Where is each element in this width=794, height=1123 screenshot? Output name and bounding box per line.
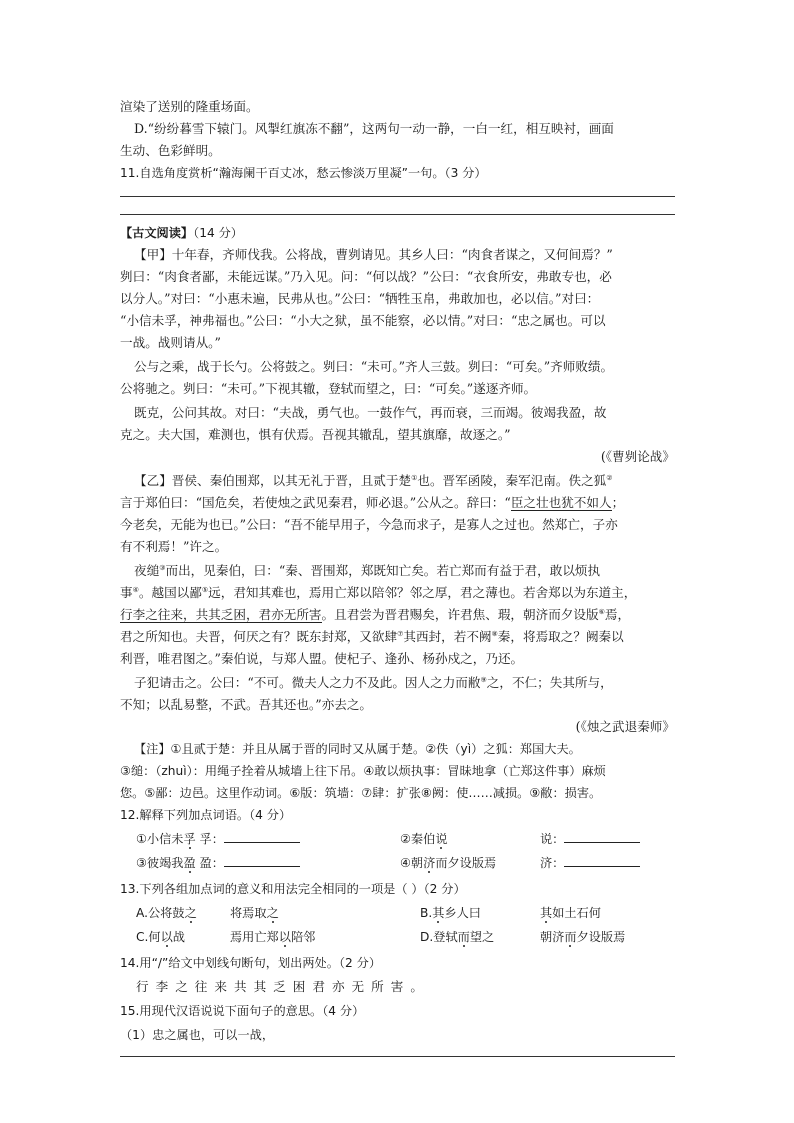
section-divider [120,214,675,215]
notes-line: ③缒：（zhuì）：用绳子拴着从城墙上往下吊。④敢以烦执事：冒昧地拿（亡郑这件事）麻烦 [120,764,606,778]
q12-row: ③彼竭我盈 盈： ④朝济而夕设版焉 济： [120,852,675,874]
q12-row: ①小信未孚 孚： ②秦伯说 说： [120,828,675,850]
yi-line: 行李之往来，共其乏困，君亦无所害。且君尝为晋君赐矣，许君焦、瑕，朝济而夕设版⑥焉， [120,607,631,622]
yi-line: 言于郑伯曰：“国危矣，若使烛之武见秦君，师必退。”公从之。辞曰：“臣之壮也犹不如人； [120,495,625,510]
jia-line: 公与之乘，战于长勺。公将鼓之。刿曰：“未可。”齐人三鼓。刿曰：“可矣。”齐师败绩。 [134,359,614,374]
yi-line: 有不利焉！”许之。 [120,539,228,554]
question-12: 12.解释下列加点词语。（4 分） [120,808,292,822]
yi-line: 不知；以乱易整，不武。吾其还也。”亦去之。 [120,697,373,712]
jia-source: (《曹刿论战》 [600,449,675,464]
question-13: 13.下列各组加点词的意义和用法完全相同的一项是（ ）（2 分） [120,882,466,896]
yi-source: (《烛之武退秦师》 [575,719,675,734]
option-d-line1: D.“纷纷暮雪下辕门。风掣红旗冻不翻”，这两句一动一静，一白一红，相互映衬，画面 [134,121,614,136]
underlined-phrase: 臣之壮也犹不如人 [510,495,612,510]
jia-line: 公将驰之。刿曰：“未可。”下视其辙，登轼而望之，曰：“可矣。”遂逐齐师。 [120,381,537,396]
answer-line-q11 [120,196,675,197]
q13-row-ab: A.公将鼓之 将焉取之 B.其乡人曰 其如土石何 [136,906,601,920]
yi-line: 事④。越国以鄙⑤远，君知其难也，焉用亡郑以陪邻？邻之厚，君之薄也。若舍郑以为东道主， [120,585,637,600]
q13-row-cd: C.何以战 焉用亡郑以陪邻 D.登轼而望之 朝济而夕设版焉 [136,930,626,944]
answer-blank[interactable] [224,854,300,867]
question-11: 11.自选角度赏析“瀚海阑干百丈冰，愁云惨淡万里凝”一句。（3 分） [120,166,487,180]
yi-line: 君之所知也。夫晋，何厌之有？既东封郑，又欲肆⑦其西封，若不阙⑧秦，将焉取之？阙秦以 [120,629,624,644]
notes-line: 您。⑤鄙：边邑。这里作动词。⑥版：筑墙：⑦肆：扩张⑧阙：使……减损。⑨敝：损害。 [120,786,602,800]
jia-line: 克之。夫大国，难测也，惧有伏焉。吾视其辙乱，望其旗靡，故逐之。” [120,427,511,442]
question-14: 14.用“/”给文中划线句断句，划出两处。（2 分） [120,956,382,970]
jia-line: 以分人。”对曰：“小惠未遍，民弗从也。”公曰：“牺牲玉帛，弗敢加也，必以信。”对曰： [120,291,600,306]
jia-line: 既克，公问其故。对曰：“夫战，勇气也。一鼓作气，再而衰，三而竭。彼竭我盈，故 [134,405,607,420]
jia-line: 一战。战则请从。” [120,335,221,350]
yi-line: 子犯请击之。公曰：“不可。微夫人之力不及此。因人之力而敝⑨之，不仁；失其所与， [134,675,613,690]
jia-line: 刿曰：“肉食者鄙，未能远谋。”乃入见。问：“何以战？”公曰：“衣食所安，弗敢专也，必 [120,269,612,284]
q15-item-1: （1）忠之属也，可以一战， [120,1028,275,1042]
underlined-sentence: 行李之往来，共其乏困，君亦无所害 [120,607,322,622]
option-c-continued: 渲染了送别的隆重场面。 [120,99,259,114]
section-score: （14 分） [193,226,243,240]
q14-sentence: 行李之往来共其乏困君亦无所害。 [136,979,430,994]
section-title: 【古文阅读】 [120,226,194,240]
question-15: 15.用现代汉语说说下面句子的意思。（4 分） [120,1004,365,1018]
option-d-line2: 生动、色彩鲜明。 [120,143,221,158]
answer-blank[interactable] [564,854,640,867]
yi-line: 今老矣，无能为也已。”公曰：“吾不能早用子，今急而求子，是寡人之过也。然郑亡，子亦 [120,517,618,532]
yi-line: 夜缒③而出，见秦伯，曰：“秦、晋围郑，郑既知亡矣。若亡郑而有益于君，敢以烦执 [134,563,601,578]
yi-line: 【乙】晋侯、秦伯围郑，以其无礼于晋，且贰于楚①也。晋军函陵，秦军氾南。佚之狐② [134,473,613,488]
answer-blank[interactable] [564,830,640,843]
answer-blank[interactable] [224,830,300,843]
jia-line: 【甲】十年春，齐师伐我。公将战，曹刿请见。其乡人曰：“肉食者谋之，又何间焉？” [134,247,613,262]
section-heading [120,222,675,244]
yi-line: 利晋，唯君图之。”秦伯说，与郑人盟。使杞子、逢孙、杨孙戍之，乃还。 [120,651,524,666]
notes-line: 【注】①且贰于楚：并且从属于晋的同时又从属于楚。②佚（yì）之狐：郑国大夫。 [134,742,581,756]
answer-line-q15 [120,1056,675,1057]
jia-line: “小信未孚，神弗福也。”公曰：“小大之狱，虽不能察，必以情。”对曰：“忠之属也。可以 [120,313,606,328]
